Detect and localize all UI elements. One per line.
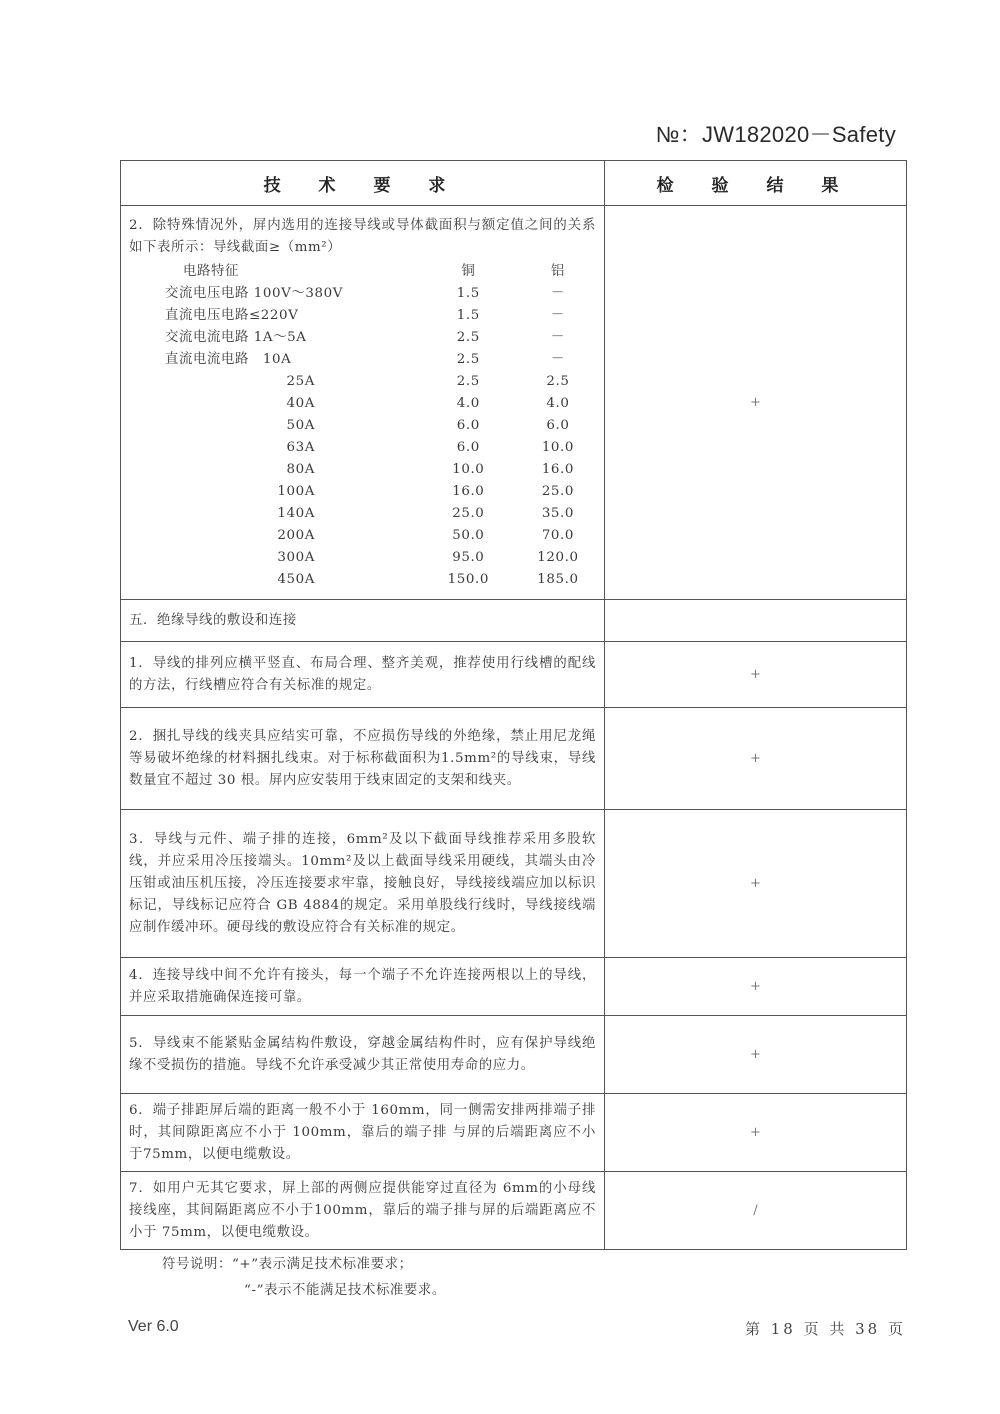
table-row: [121, 708, 907, 810]
table-row: [121, 1016, 907, 1094]
requirement-cell: 4．连接导线中间不允许有接头，每一个端子不允许连接两根以上的导线，并应采取措施确保连接可靠。: [121, 958, 605, 1016]
spec-rated-row: 450A 150.0 185.0: [277, 571, 579, 587]
table-row: [121, 206, 907, 600]
result-cell: [605, 600, 907, 642]
spec-rated-row: 140A 25.0 35.0: [277, 505, 575, 521]
result-cell: /: [605, 1172, 907, 1250]
requirement-cell: 7．如用户无其它要求，屏上部的两侧应提供能穿过直径为 6mm的小母线接线座，其间隔距离应不小于100mm，靠后的端子排与屏的后端距离应不小于 75mm，以便电缆敷设。: [121, 1172, 605, 1250]
table-header-row: [121, 161, 907, 206]
requirement-cell: 2．捆扎导线的线夹具应结实可靠，不应损伤导线的外绝缘，禁止用尼龙绳等易破坏绝缘的材料捆扎线束。对于标称截面积为1.5mm²的导线束，导线数量宜不超过 30 根。屏内应安装用于线束固定的支架和线夹。: [121, 708, 605, 810]
header-result: 检 验 结 果: [605, 161, 907, 206]
table-row: [121, 1172, 907, 1250]
table-row: [121, 642, 907, 708]
spec-rated-row: 50A 6.0 6.0: [286, 417, 570, 433]
header-requirement: 技 术 要 求: [121, 161, 605, 206]
result-cell: +: [605, 708, 907, 810]
spec-head-al: 铝: [550, 263, 565, 279]
spec-row: 直流电流电路 10A 2.5 －: [165, 351, 565, 367]
requirement-cell: 1．导线的排列应横平竖直、布局合理、整齐美观，推荐使用行线槽的配线的方法，行线槽应符合有关标准的规定。: [121, 642, 605, 708]
legend-line-1: 符号说明：“+”表示满足技术标准要求；: [162, 1257, 413, 1272]
page-number: 第 18 页 共 38 页: [744, 1320, 906, 1338]
spec-rated-row: 40A 4.0 4.0: [286, 395, 570, 411]
spec-row: 直流电压电路≤220V 1.5 －: [165, 307, 565, 323]
section-row: [121, 600, 907, 642]
spec-rated-row: 80A 10.0 16.0: [286, 461, 575, 477]
result-cell: +: [605, 1094, 907, 1172]
spec-rated-row: 200A 50.0 70.0: [277, 527, 575, 543]
spec-head-row: [165, 261, 596, 283]
symbol-legend: [162, 1252, 446, 1304]
spec-row: 交流电压电路 100V～380V 1.5 －: [165, 285, 565, 301]
document-number: №：JW182020－Safety: [655, 122, 896, 147]
requirement-cell: 5．导线束不能紧贴金属结构件敷设，穿越金属结构件时，应有保护导线绝缘不受损伤的措施。导线不允许承受减少其正常使用寿命的应力。: [121, 1016, 605, 1094]
result-cell: +: [605, 1016, 907, 1094]
spec-row: 交流电流电路 1A～5A 2.5 －: [165, 329, 565, 345]
spec-rated-row: 300A 95.0 120.0: [277, 549, 579, 565]
spec-rated-row: 25A 2.5 2.5: [286, 373, 570, 389]
version-label: Ver 6.0: [128, 1318, 179, 1335]
result-cell: +: [605, 810, 907, 958]
result-cell: +: [605, 642, 907, 708]
result-cell: +: [605, 206, 907, 600]
spec-head-cu: 铜: [461, 263, 476, 279]
table-row: [121, 958, 907, 1016]
requirement-cell: [121, 206, 605, 600]
legend-line-2: “-”表示不能满足技术标准要求。: [244, 1283, 446, 1298]
table-row: [121, 810, 907, 958]
spec-rated-row: 100A 16.0 25.0: [277, 483, 575, 499]
spec-intro: 2．除特殊情况外，屏内选用的连接导线或导体截面积与额定值之间的关系如下表所示：导线截面≥（mm²）: [129, 217, 596, 255]
spec-rated-row: 63A 6.0 10.0: [286, 439, 575, 455]
requirement-cell: 3．导线与元件、端子排的连接，6mm²及以下截面导线推荐采用多股软线，并应采用冷压接端头。10mm²及以上截面导线采用硬线，其端头由冷压钳或油压机压接，冷压连接要求牢靠，接触良好，导线接线端应加以标识标记，导线标记应符合 GB 4884的规定。采用单股线行线时，导线接线端应制作缓冲环。硬母线的敷设应符合有关标准的规定。: [121, 810, 605, 958]
cross-section-table: [165, 261, 596, 591]
inspection-table: [120, 160, 907, 1250]
section-title: 五．绝缘导线的敷设和连接: [121, 600, 605, 642]
result-cell: +: [605, 958, 907, 1016]
table-row: [121, 1094, 907, 1172]
requirement-cell: 6．端子排距屏后端的距离一般不小于 160mm，同一侧需安排两排端子排时，其间隙距离应不小于 100mm，靠后的端子排 与屏的后端距离应不小于75mm，以便电缆敷设。: [121, 1094, 605, 1172]
spec-head-name: 电路特征: [183, 263, 239, 279]
